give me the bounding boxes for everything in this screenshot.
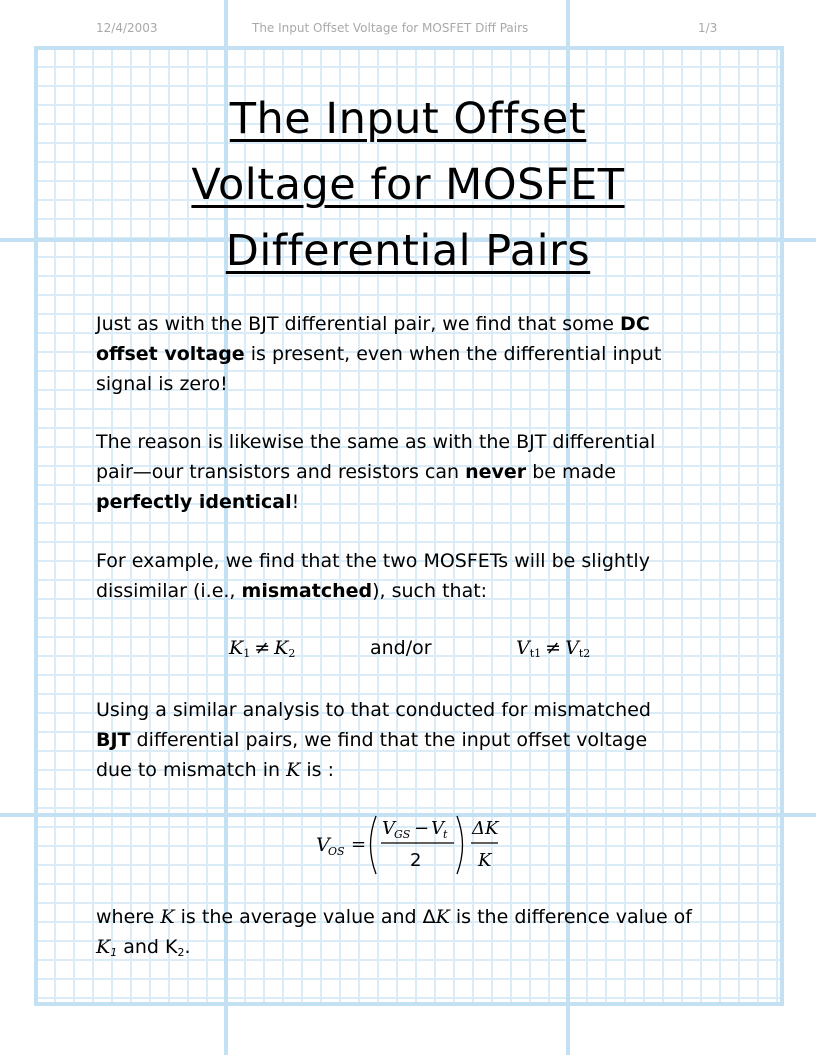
formula-lhs-sub: OS <box>328 845 345 858</box>
formula-delta-k: ΔK <box>472 818 499 839</box>
page-header <box>0 21 816 37</box>
title-line-3: Differential Pairs <box>225 226 591 276</box>
formula-num-v2: V <box>431 818 444 839</box>
condition-k-mismatch: $K_1 \ne K_2$ <box>229 637 296 660</box>
paragraph-reason: The reason is likewise the same as with the BJT differential pair—our transistors and resistors can never be made perfectly identical! <box>96 431 656 513</box>
document-title <box>96 86 720 284</box>
formula-left-paren <box>371 816 377 874</box>
formula-lhs: V <box>316 834 330 856</box>
formula-num-v2-sub: t <box>443 828 448 841</box>
formula-right-paren <box>457 816 463 874</box>
formula-k: K <box>478 850 492 871</box>
formula-equals: = <box>351 834 367 855</box>
paragraph-definitions: where K is the average value and ΔK is the difference value of $K_1$ and $K_2$. <box>96 906 692 959</box>
formula-num-v1: V <box>382 818 395 839</box>
paragraph-example: For example, we find that the two MOSFETs will be slightly dissimilar (i.e., mismatched), such that: <box>96 550 650 602</box>
offset-voltage-formula <box>316 814 516 876</box>
paragraph-intro: Just as with the BJT differential pair, we find that some DC offset voltage is present, even when the differential input signal is zero! <box>96 313 662 395</box>
header-date: 12/4/2003 <box>96 21 158 35</box>
formula-denominator: 2 <box>410 850 422 871</box>
title-line-2: Voltage for MOSFET <box>191 160 625 210</box>
paragraph-analysis: Using a similar analysis to that conducted for mismatched BJT differential pairs, we find that the input offset voltage due to mismatch in K is : <box>96 699 651 781</box>
condition-and-or: and/or <box>370 637 432 659</box>
formula-minus: − <box>414 818 430 839</box>
header-page-number: 1/3 <box>698 21 718 35</box>
title-line-1: The Input Offset <box>229 94 587 144</box>
formula-num-v1-sub: GS <box>394 828 411 841</box>
header-title: The Input Offset Voltage for MOSFET Diff Pairs <box>252 21 529 35</box>
condition-vt-mismatch: $V_{t1} \ne V_{t2}$ <box>516 637 591 660</box>
